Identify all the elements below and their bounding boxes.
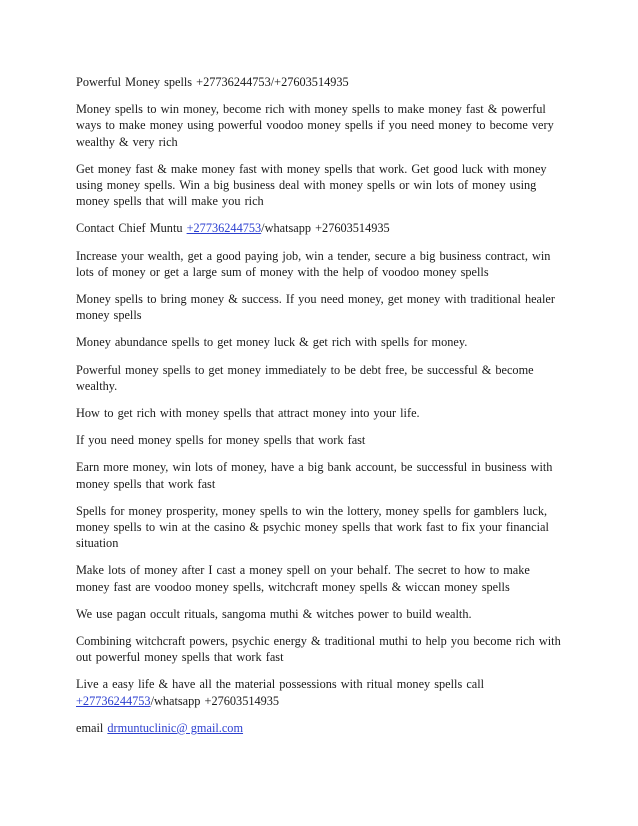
email-link[interactable]: drmuntuclinic@ gmail.com bbox=[107, 720, 244, 735]
paragraph-get-money-fast: Get money fast & make money fast with money spells that work. Get good luck with money using money spells. Win a big business deal with money spells or win lots of money using money spells that will make you rich bbox=[76, 161, 547, 209]
paragraph-how-to-get-rich: How to get rich with money spells that attract money into your life. bbox=[76, 406, 420, 421]
document-title: Powerful Money spells +27736244753/+27603514935 bbox=[76, 75, 349, 89]
paragraph-email bbox=[76, 720, 562, 736]
paragraph-bring-money: Money spells to bring money & success. If you need money, get money with traditional healer money spells bbox=[76, 292, 555, 323]
paragraph-make-lots: Make lots of money after I cast a money spell on your behalf. The secret to how to make money fast are voodoo money spells, witchcraft money spells & wiccan money spells bbox=[76, 563, 530, 594]
paragraph-powerful-money: Powerful money spells to get money immediately to be debt free, be successful & become wealthy. bbox=[76, 362, 534, 393]
email-prefix: email bbox=[76, 720, 108, 735]
paragraph-contact bbox=[76, 220, 562, 236]
paragraph-increase-wealth: Increase your wealth, get a good paying job, win a tender, secure a big business contract, win lots of money or get a large sum of money with the help of voodoo money spells bbox=[76, 248, 551, 279]
paragraph-pagan-rituals: We use pagan occult rituals, sangoma muthi & witches power to build wealth. bbox=[76, 606, 472, 621]
paragraph-if-you-need: If you need money spells for money spells that work fast bbox=[76, 433, 366, 448]
paragraph-prosperity: Spells for money prosperity, money spells to win the lottery, money spells for gamblers luck, money spells to win at the casino & psychic money spells that work fast to fix your financial situation bbox=[76, 503, 549, 551]
paragraph-earn-more: Earn more money, win lots of money, have a big bank account, be successful in business with money spells that work fast bbox=[76, 460, 553, 491]
contact-prefix: Contact Chief Muntu bbox=[76, 221, 187, 236]
document-page bbox=[76, 74, 562, 747]
paragraph-combining: Combining witchcraft powers, psychic energy & traditional muthi to help you become rich with out powerful money spells that work fast bbox=[76, 634, 561, 665]
paragraph-live-easy bbox=[76, 676, 562, 708]
phone-link[interactable]: +27736244753 bbox=[186, 221, 262, 236]
phone-link-2[interactable]: +27736244753 bbox=[76, 693, 151, 708]
live-easy-suffix: /whatsapp +27603514935 bbox=[150, 693, 280, 708]
contact-suffix: /whatsapp +27603514935 bbox=[261, 221, 390, 236]
paragraph-money-abundance: Money abundance spells to get money luck & get rich with spells for money. bbox=[76, 335, 468, 350]
paragraph-money-spells-win: Money spells to win money, become rich with money spells to make money fast & powerful ways to make money using powerful voodoo money spells if you need money to become very wealthy & very rich bbox=[76, 102, 554, 149]
live-easy-text: Live a easy life & have all the material possessions with ritual money spells call bbox=[76, 677, 485, 692]
